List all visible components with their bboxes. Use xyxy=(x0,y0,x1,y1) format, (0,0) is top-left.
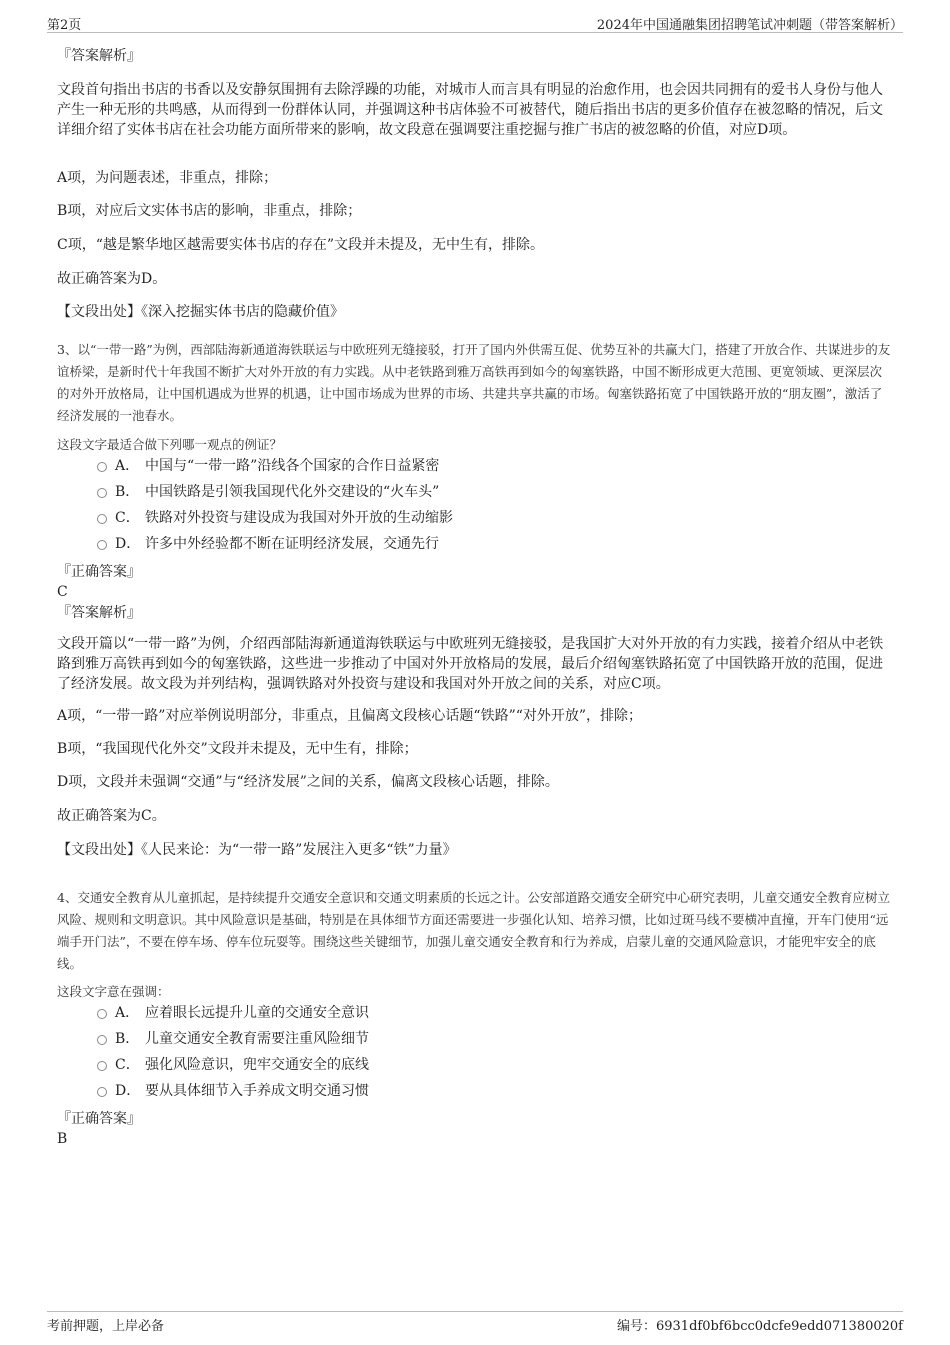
radio-icon[interactable] xyxy=(97,1087,107,1097)
radio-icon[interactable] xyxy=(97,514,107,524)
analysis-label: 『答案解析』 xyxy=(57,605,141,621)
answer-label: 『正确答案』 xyxy=(57,564,141,580)
answer-value: C xyxy=(57,584,68,600)
footer-slogan: 考前押题，上岸必备 xyxy=(47,1319,165,1334)
page-number: 第2页 xyxy=(47,18,82,33)
answer-value: B xyxy=(57,1131,68,1147)
question-prompt: 这段文字最适合做下列哪一观点的例证？ xyxy=(57,436,283,452)
option-d[interactable]: D． 许多中外经验都不断在证明经济发展，交通先行 xyxy=(57,531,893,557)
option-list xyxy=(57,453,893,557)
radio-icon[interactable] xyxy=(97,462,107,472)
radio-icon[interactable] xyxy=(97,488,107,498)
option-b[interactable]: B． 儿童交通安全教育需要注重风险细节 xyxy=(57,1026,893,1052)
source-citation: 【文段出处】《人民来论：为“一带一路”发展注入更多“铁”力量》 xyxy=(57,842,457,858)
option-a[interactable]: A． 中国与“一带一路”沿线各个国家的合作日益紧密 xyxy=(57,453,893,479)
analysis-option-d: D项，文段并未强调“交通”与“经济发展”之间的关系，偏离文段核心话题，排除。 xyxy=(57,774,559,790)
page-header xyxy=(47,12,903,33)
document-id: 编号：6931df0bf6bcc0dcfe9edd071380020f xyxy=(616,1319,903,1334)
option-c[interactable]: C． 强化风险意识，兜牢交通安全的底线 xyxy=(57,1052,893,1078)
question-stem: 3、以“一带一路”为例，西部陆海新通道海铁联运与中欧班列无缝接驳，打开了国内外供需互促、优势互补的共赢大门，搭建了开放合作、共谋进步的友谊桥梁，是新时代十年我国不断扩大对外开放的有力实践。从中老铁路到雅万高铁再到如今的匈塞铁路，中国不断形成更大范围、更宽领域、更深层次的对外开放格局，让中国机遇成为世界的机遇，让中国市场成为世界的市场、共建共享共赢的市场。匈塞铁路拓宽了中国铁路开放的“朋友圈”，激活了经济发展的一池春水。 xyxy=(57,341,891,423)
analysis-label: 『答案解析』 xyxy=(57,48,141,64)
analysis-option-c: C项，“越是繁华地区越需要实体书店的存在”文段并未提及，无中生有，排除。 xyxy=(57,237,545,253)
option-c[interactable]: C． 铁路对外投资与建设成为我国对外开放的生动缩影 xyxy=(57,505,893,531)
analysis-option-b: B项，“我国现代化外交”文段并未提及，无中生有，排除； xyxy=(57,741,418,757)
option-a[interactable]: A． 应着眼长远提升儿童的交通安全意识 xyxy=(57,1000,893,1026)
radio-icon[interactable] xyxy=(97,540,107,550)
analysis-option-a: A项，为问题表述，非重点，排除； xyxy=(57,170,278,186)
analysis-text: 文段开篇以“一带一路”为例，介绍西部陆海新通道海铁联运与中欧班列无缝接驳，是我国扩大对外开放的有力实践，接着介绍从中老铁路到雅万高铁再到如今的匈塞铁路，这些进一步推动了中国对外开放格局的发展，最后介绍匈塞铁路拓宽了中国铁路开放的范围，促进了经济发展。故文段为并列结构，强调铁路对外投资与建设和我国对外开放之间的关系，对应C项。 xyxy=(57,636,884,692)
analysis-conclusion: 故正确答案为D。 xyxy=(57,271,167,287)
option-d[interactable]: D． 要从具体细节入手养成文明交通习惯 xyxy=(57,1078,893,1104)
question-prompt: 这段文字意在强调： xyxy=(57,983,170,999)
analysis-option-a: A项，“一带一路”对应举例说明部分，非重点，且偏离文段核心话题“铁路”“对外开放”，排除； xyxy=(57,708,643,724)
radio-icon[interactable] xyxy=(97,1035,107,1045)
analysis-option-b: B项，对应后文实体书店的影响，非重点，排除； xyxy=(57,203,362,219)
analysis-text: 文段首句指出书店的书香以及安静氛围拥有去除浮躁的功能，对城市人而言具有明显的治愈作用，也会因共同拥有的爱书人身份与他人产生一种无形的共鸣感，从而得到一份群体认同，并强调这种书店体验不可被替代，随后指出书店的更多价值存在被忽略的情况，后文详细介绍了实体书店在社会功能方面所带来的影响，故文段意在强调要注重挖掘与推广书店的被忽略的价值，对应D项。 xyxy=(57,82,883,138)
radio-icon[interactable] xyxy=(97,1009,107,1019)
option-list xyxy=(57,1000,893,1104)
source-citation: 【文段出处】《深入挖掘实体书店的隐藏价值》 xyxy=(57,304,344,320)
document-title: 2024年中国通融集团招聘笔试冲刺题（带答案解析） xyxy=(596,18,903,33)
analysis-conclusion: 故正确答案为C。 xyxy=(57,808,166,824)
answer-label: 『正确答案』 xyxy=(57,1111,141,1127)
question-stem: 4、交通安全教育从儿童抓起，是持续提升交通安全意识和交通文明素质的长远之计。公安部道路交通安全研究中心研究表明，儿童交通安全教育应树立风险、规则和文明意识。其中风险意识是基础，特别是在具体细节方面还需要进一步强化认知、培养习惯，比如过斑马线不要横冲直撞，开车门使用“远端手开门法”，不要在停车场、停车位玩耍等。围绕这些关键细节，加强儿童交通安全教育和行为养成，启蒙儿童的交通风险意识，才能兜牢安全的底线。 xyxy=(57,889,890,971)
option-b[interactable]: B． 中国铁路是引领我国现代化外交建设的“火车头” xyxy=(57,479,893,505)
page-footer xyxy=(47,1311,903,1336)
radio-icon[interactable] xyxy=(97,1061,107,1071)
